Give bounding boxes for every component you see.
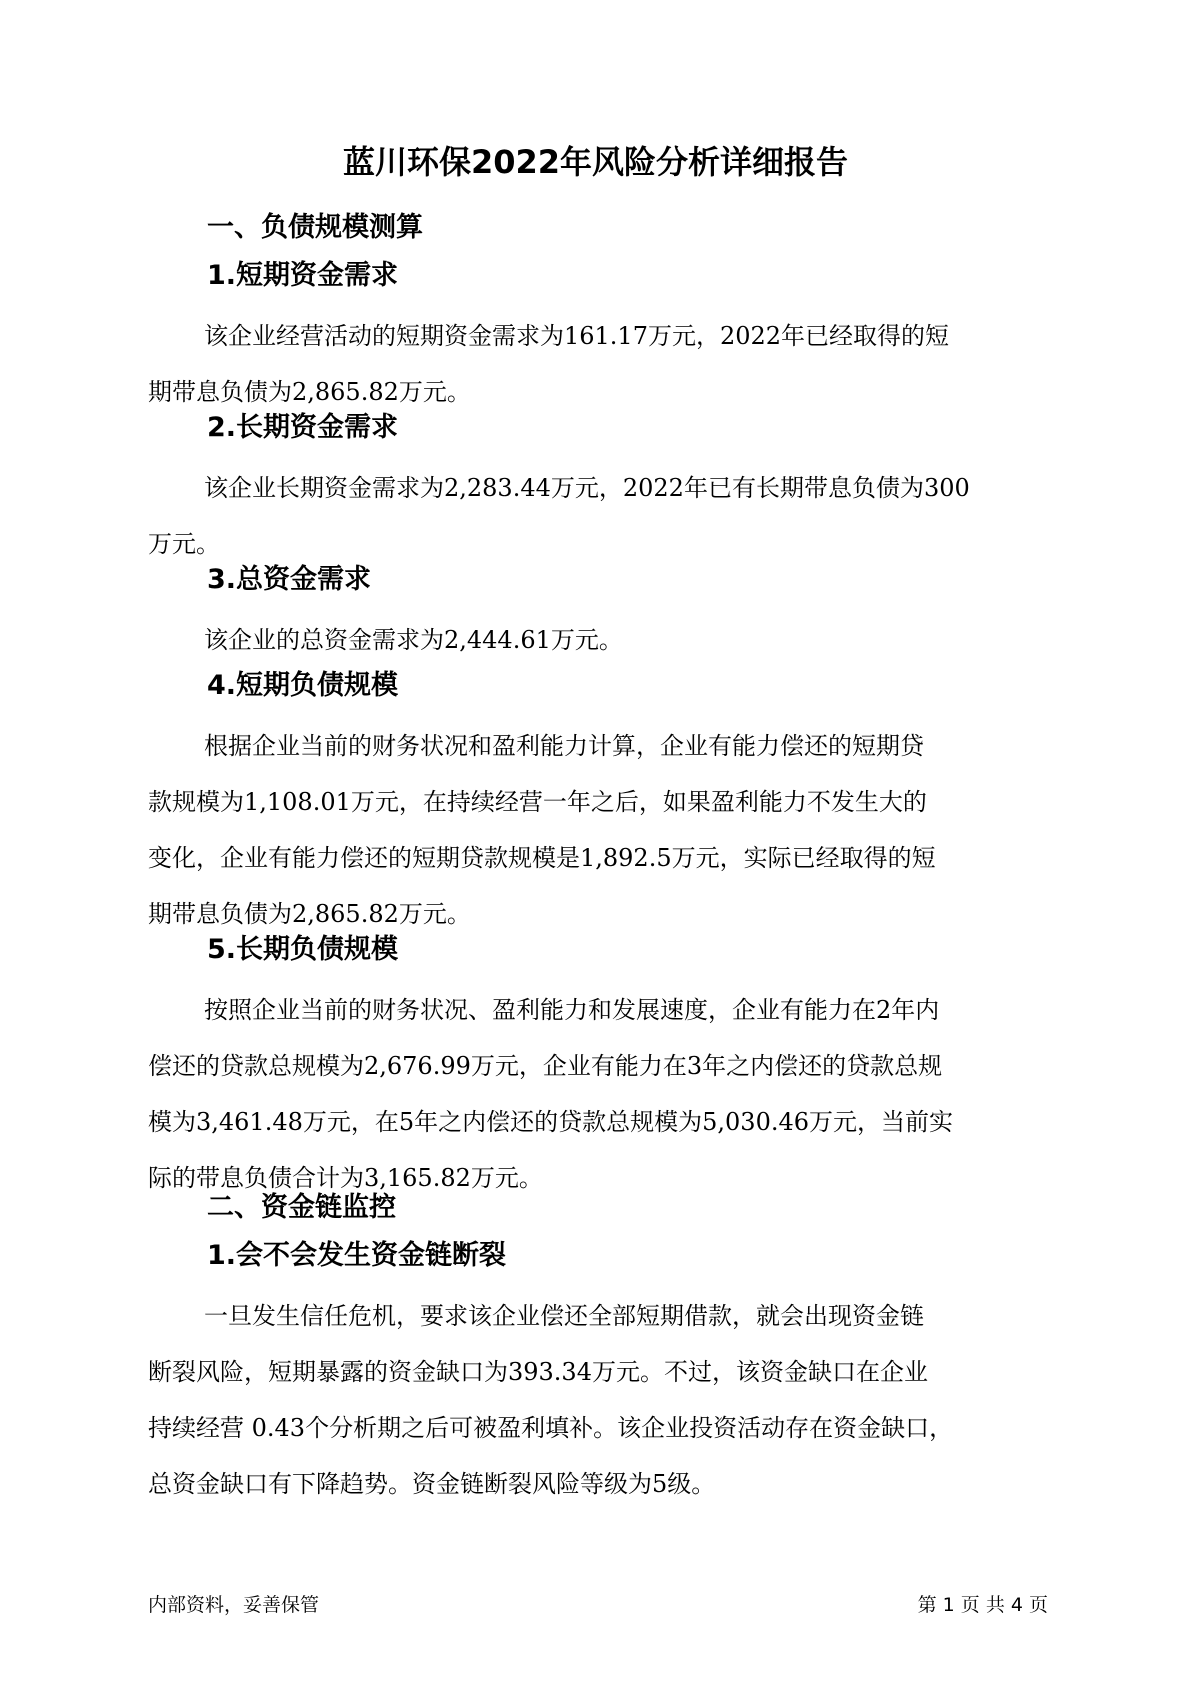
subsection-heading-short-term-funding: 1.短期资金需求 xyxy=(207,260,399,291)
paragraph-line: 总资金缺口有下降趋势。资金链断裂风险等级为5级。 xyxy=(148,1470,716,1498)
subsection-heading-short-term-debt: 4.短期负债规模 xyxy=(207,670,399,701)
subsection-heading-chain-break: 1.会不会发生资金链断裂 xyxy=(207,1240,507,1271)
paragraph-chain-break xyxy=(148,1288,1048,1512)
paragraph-line: 期带息负债为2,865.82万元。 xyxy=(148,900,471,928)
section-heading-debt-scale: 一、负债规模测算 xyxy=(207,212,423,243)
paragraph-line: 期带息负债为2,865.82万元。 xyxy=(148,378,471,406)
paragraph-total-funding xyxy=(148,612,1048,668)
paragraph-line: 万元。 xyxy=(148,530,220,558)
paragraph-line: 根据企业当前的财务状况和盈利能力计算，企业有能力偿还的短期贷 xyxy=(204,732,924,760)
footer-page-number: 第 1 页 共 4 页 xyxy=(917,1594,1048,1616)
section-heading-funding-chain: 二、资金链监控 xyxy=(207,1192,396,1223)
paragraph-line: 该企业的总资金需求为2,444.61万元。 xyxy=(204,626,623,654)
footer-confidential-note: 内部资料，妥善保管 xyxy=(148,1594,320,1616)
paragraph-line: 一旦发生信任危机，要求该企业偿还全部短期借款，就会出现资金链 xyxy=(204,1302,924,1330)
paragraph-long-term-funding xyxy=(148,460,1048,572)
subsection-heading-long-term-debt: 5.长期负债规模 xyxy=(207,934,399,965)
paragraph-line: 持续经营 0.43个分析期之后可被盈利填补。该企业投资活动存在资金缺口， xyxy=(148,1414,954,1442)
page-title: 蓝川环保2022年风险分析详细报告 xyxy=(342,143,849,181)
paragraph-line: 按照企业当前的财务状况、盈利能力和发展速度，企业有能力在2年内 xyxy=(204,996,940,1024)
paragraph-line: 际的带息负债合计为3,165.82万元。 xyxy=(148,1164,543,1192)
paragraph-long-term-debt xyxy=(148,982,1048,1206)
subsection-heading-long-term-funding: 2.长期资金需求 xyxy=(207,412,399,443)
paragraph-line: 断裂风险，短期暴露的资金缺口为393.34万元。不过，该资金缺口在企业 xyxy=(148,1358,928,1386)
paragraph-line: 该企业长期资金需求为2,283.44万元，2022年已有长期带息负债为300 xyxy=(204,474,970,502)
paragraph-line: 模为3,461.48万元，在5年之内偿还的贷款总规模为5,030.46万元，当前实 xyxy=(148,1108,954,1136)
paragraph-line: 偿还的贷款总规模为2,676.99万元，企业有能力在3年之内偿还的贷款总规 xyxy=(148,1052,943,1080)
paragraph-short-term-funding xyxy=(148,308,1048,420)
subsection-heading-total-funding: 3.总资金需求 xyxy=(207,564,372,595)
paragraph-line: 变化，企业有能力偿还的短期贷款规模是1,892.5万元，实际已经取得的短 xyxy=(148,844,936,872)
paragraph-line: 款规模为1,108.01万元，在持续经营一年之后，如果盈利能力不发生大的 xyxy=(148,788,927,816)
paragraph-short-term-debt xyxy=(148,718,1048,942)
paragraph-line: 该企业经营活动的短期资金需求为161.17万元，2022年已经取得的短 xyxy=(204,322,950,350)
